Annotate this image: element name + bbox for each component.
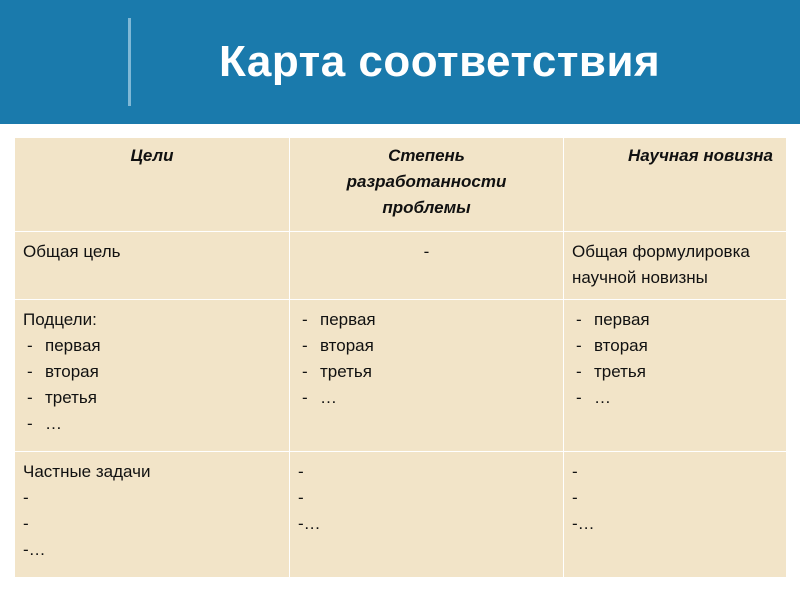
cell-line: -… bbox=[298, 514, 321, 533]
slide-title: Карта соответствия bbox=[219, 37, 661, 86]
cell-line: научной новизны bbox=[572, 268, 708, 287]
cell-line: - bbox=[23, 488, 29, 507]
list-item: - … bbox=[23, 411, 281, 437]
table-header-row bbox=[15, 138, 800, 232]
header-goals: Цели bbox=[15, 138, 290, 232]
list-item: - первая bbox=[298, 307, 555, 333]
cell-general-novelty bbox=[564, 232, 800, 300]
cell-line: -… bbox=[572, 514, 595, 533]
header-col2-line: проблемы bbox=[382, 198, 471, 217]
development-list bbox=[298, 307, 555, 411]
cell-line: - bbox=[298, 462, 304, 481]
cell-line: Общая формулировка bbox=[572, 242, 750, 261]
cell-line: - bbox=[572, 488, 578, 507]
list-item: - вторая bbox=[23, 359, 281, 385]
cell-subgoals-novelty bbox=[564, 300, 800, 452]
list-item: - … bbox=[298, 385, 555, 411]
correspondence-table bbox=[14, 137, 786, 577]
list-item: - третья bbox=[298, 359, 555, 385]
list-item: - … bbox=[572, 385, 800, 411]
header-scientific-novelty: Научная новизна bbox=[564, 138, 800, 232]
table-row bbox=[15, 452, 800, 578]
slide-header bbox=[0, 0, 800, 124]
header-col2-line: Степень bbox=[388, 146, 465, 165]
subgoals-title: Подцели: bbox=[23, 310, 97, 329]
list-item: - третья bbox=[572, 359, 800, 385]
header-problem-development bbox=[290, 138, 564, 232]
cell-line: -… bbox=[23, 540, 46, 559]
cell-subgoals-development bbox=[290, 300, 564, 452]
header-divider-line bbox=[128, 18, 131, 106]
cell-particular-tasks bbox=[15, 452, 290, 578]
cell-dash: - bbox=[290, 232, 564, 300]
list-item: - третья bbox=[23, 385, 281, 411]
list-item: - вторая bbox=[572, 333, 800, 359]
list-item: - первая bbox=[572, 307, 800, 333]
cell-tasks-novelty bbox=[564, 452, 800, 578]
list-item: - первая bbox=[23, 333, 281, 359]
header-col2-line: разработанности bbox=[346, 172, 507, 191]
cell-line: Частные задачи bbox=[23, 462, 151, 481]
cell-general-goal: Общая цель bbox=[15, 232, 290, 300]
cell-line: - bbox=[298, 488, 304, 507]
cell-tasks-development bbox=[290, 452, 564, 578]
subgoals-list bbox=[23, 333, 281, 437]
cell-subgoals bbox=[15, 300, 290, 452]
table-grid bbox=[14, 137, 800, 578]
novelty-list bbox=[572, 307, 800, 411]
table-row bbox=[15, 232, 800, 300]
table-row bbox=[15, 300, 800, 452]
cell-line: - bbox=[572, 462, 578, 481]
cell-line: - bbox=[23, 514, 29, 533]
list-item: - вторая bbox=[298, 333, 555, 359]
